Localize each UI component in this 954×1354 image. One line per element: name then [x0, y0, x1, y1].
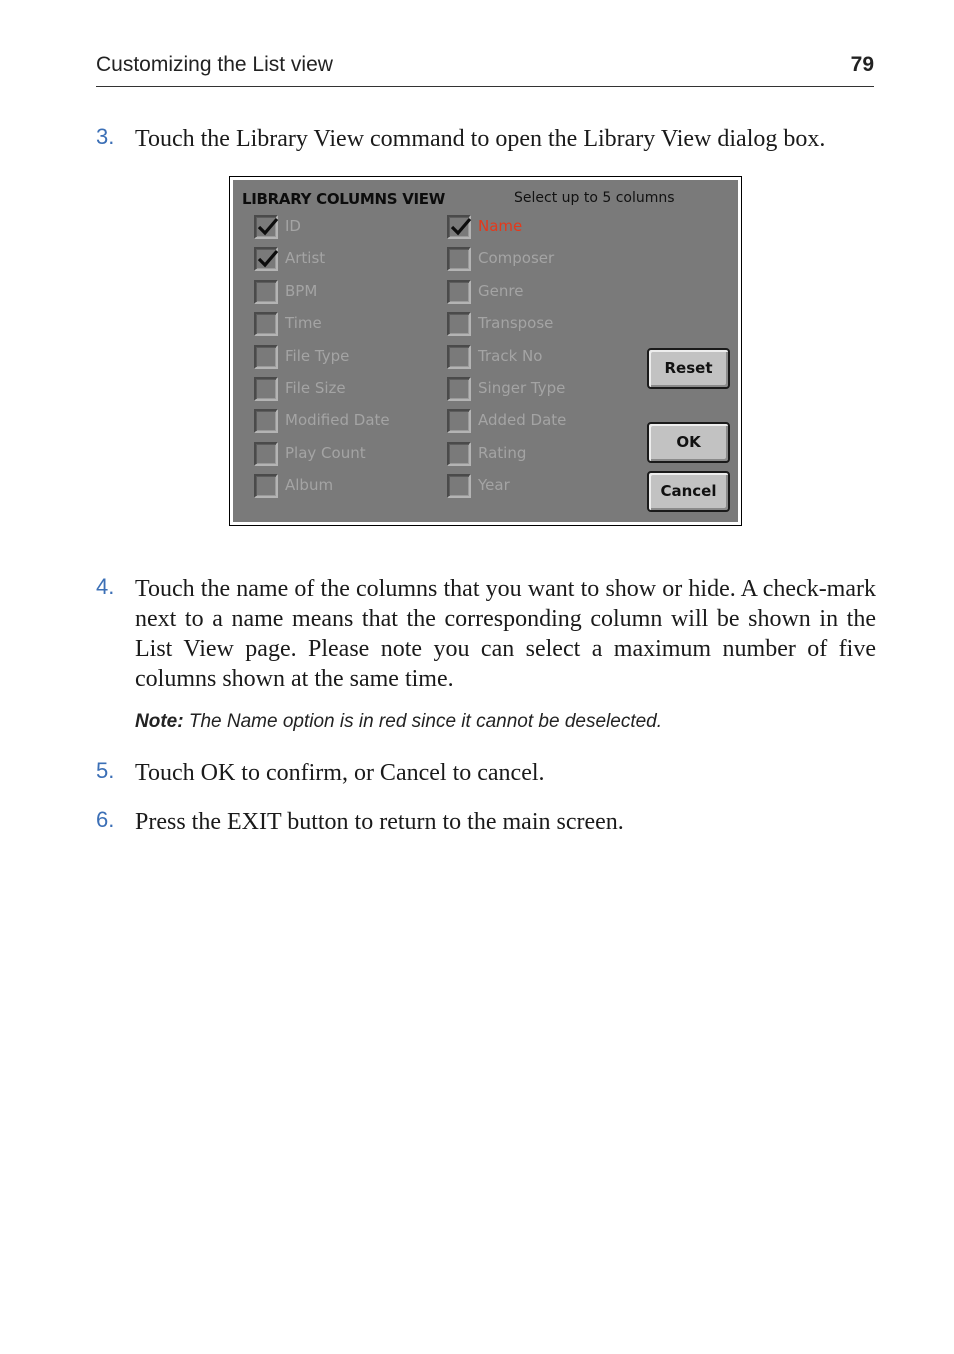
- step-number: 4.: [96, 574, 115, 599]
- option-label: Name: [478, 217, 523, 235]
- option-label: Year: [478, 476, 510, 495]
- checkbox[interactable]: [447, 474, 471, 498]
- checkbox[interactable]: [447, 280, 471, 304]
- page-number: 79: [850, 53, 874, 76]
- option-label: Album: [285, 476, 334, 495]
- checkmark-icon: [257, 217, 279, 237]
- option-label: Singer Type: [478, 379, 566, 397]
- checkbox[interactable]: [447, 442, 471, 466]
- step-3: [96, 124, 876, 154]
- option-label: Play Count: [285, 443, 366, 462]
- checkbox[interactable]: [254, 409, 278, 433]
- step-4: [96, 574, 876, 694]
- option-label: Modified Date: [285, 411, 390, 430]
- checkbox[interactable]: [447, 409, 471, 433]
- ok-button[interactable]: OK: [647, 422, 730, 463]
- note: [135, 711, 875, 733]
- checkbox[interactable]: [254, 377, 278, 401]
- step-text: Touch the Library View command to open the Library View dialog box.: [135, 126, 826, 152]
- dialog-hint: Select up to 5 columns: [514, 190, 675, 206]
- section-title: Customizing the List view: [96, 53, 333, 76]
- option-label: Added Date: [478, 411, 567, 430]
- checkbox[interactable]: [254, 474, 278, 498]
- option-label: Artist: [285, 249, 326, 268]
- checkbox[interactable]: [447, 377, 471, 401]
- option-label: ID: [285, 217, 301, 235]
- option-label: Rating: [478, 443, 527, 462]
- checkbox[interactable]: [254, 442, 278, 466]
- checkbox[interactable]: [254, 215, 278, 239]
- reset-button[interactable]: Reset: [647, 348, 730, 389]
- checkbox[interactable]: [447, 345, 471, 369]
- checkbox[interactable]: [254, 280, 278, 304]
- step-5: [96, 758, 876, 788]
- cancel-button[interactable]: Cancel: [647, 471, 730, 512]
- option-label: Composer: [478, 249, 555, 268]
- checkbox[interactable]: [447, 247, 471, 271]
- step-text: Touch the name of the columns that you want to show or hide. A check-mark next to a name means that the corresponding column will be shown in the List View page. Please note you can select a maximum number of five columns shown at the same time.: [135, 576, 876, 692]
- checkbox[interactable]: [447, 215, 471, 239]
- page-header: [96, 52, 874, 87]
- checkbox[interactable]: [254, 247, 278, 271]
- step-6: [96, 807, 876, 837]
- note-label: Note:: [135, 711, 184, 732]
- checkbox[interactable]: [254, 345, 278, 369]
- checkbox[interactable]: [447, 312, 471, 336]
- checkmark-icon: [257, 249, 279, 269]
- step-text: Touch OK to confirm, or Cancel to cancel.: [135, 760, 545, 786]
- checkmark-icon: [450, 217, 472, 237]
- step-number: 5.: [96, 758, 115, 783]
- option-label: Track No: [478, 346, 543, 365]
- option-label: Genre: [478, 281, 524, 300]
- library-columns-dialog: [229, 176, 742, 526]
- option-label: File Size: [285, 379, 346, 397]
- note-text: The Name option is in red since it cannot be deselected.: [188, 711, 663, 732]
- step-number: 6.: [96, 807, 115, 832]
- option-label: Time: [285, 314, 322, 333]
- dialog-panel: [233, 180, 738, 522]
- step-number: 3.: [96, 124, 115, 149]
- dialog-title: LIBRARY COLUMNS VIEW: [242, 190, 445, 208]
- option-label: Transpose: [478, 314, 554, 333]
- step-text: Press the EXIT button to return to the main screen.: [135, 809, 624, 835]
- checkbox[interactable]: [254, 312, 278, 336]
- option-label: BPM: [285, 281, 318, 300]
- option-label: File Type: [285, 346, 350, 365]
